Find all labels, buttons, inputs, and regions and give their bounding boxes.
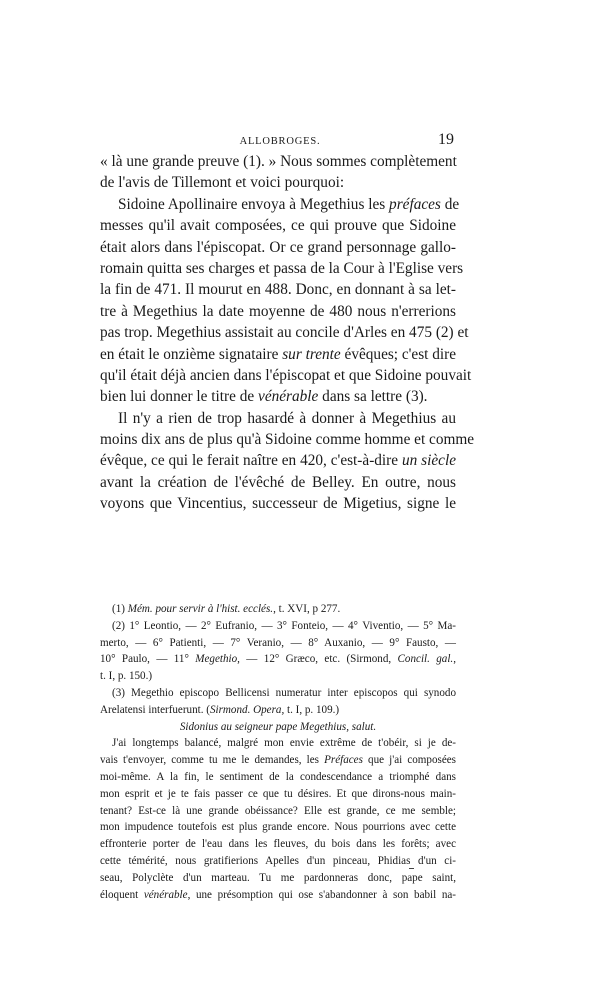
footnote-3-line: Arelatensi interfuerunt. (Sirmond. Opera, t. I, p. 109.) bbox=[100, 703, 340, 716]
running-head bbox=[100, 133, 460, 151]
letter-line: vais t'envoyer, comme tu me le demandes, les Préfaces que j'ai composées bbox=[100, 754, 456, 767]
running-title: ALLOBROGES. bbox=[239, 136, 321, 147]
footnote-2-line: 10° Paulo, — 11° Megethio, — 12° Græco, etc. (Sirmond, Concil. gal., bbox=[100, 653, 456, 666]
letter-line: mon esprit et je te fais passer ce que tu désires. Et que dirons-nous main- bbox=[100, 787, 456, 800]
letter-line: moi-même. A la fin, le sentiment de la condescendance a triomphé dans bbox=[100, 770, 456, 783]
letter-line: J'ai longtemps balancé, malgré mon envie extrême de t'obéir, si je de- bbox=[112, 737, 456, 750]
body-line: Sidoine Apollinaire envoya à Megethius les préfaces de bbox=[118, 195, 460, 213]
print-mark bbox=[409, 868, 414, 869]
body-line: moins dix ans de plus qu'à Sidoine comme homme et comme bbox=[100, 431, 475, 449]
body-line: bien lui donner le titre de vénérable dans sa lettre (3). bbox=[100, 388, 428, 406]
body-line: pas trop. Megethius assistait au concile d'Arles en 475 (2) et bbox=[100, 324, 469, 342]
footnote-2-line: t. I, p. 150.) bbox=[100, 670, 153, 683]
body-line: romain quitta ses charges et passa de la Cour à l'Eglise vers bbox=[100, 259, 464, 277]
letter-line: mon impudence toutefois est plus grande encore. Nous pourrions avec cette bbox=[100, 821, 456, 834]
footnote-1: (1) Mém. pour servir à l'hist. ecclés., t. XVI, p 277. bbox=[112, 603, 341, 615]
body-line: en était le onzième signataire sur trente évêques; c'est dire bbox=[100, 345, 457, 363]
body-line: Il n'y a rien de trop hasardé à donner à Megethius au bbox=[118, 409, 456, 427]
page-number: 19 bbox=[438, 131, 454, 148]
footnote-2-line: merto, — 6° Patienti, — 7° Veranio, — 8° Auxanio, — 9° Fausto, — bbox=[100, 636, 456, 649]
body-line: messes qu'il avait composées, ce qui prouve que Sidoine bbox=[100, 217, 456, 235]
body-line: tre à Megethius la date moyenne de 480 nous n'errerions bbox=[100, 302, 456, 320]
letter-heading: Sidonius au seigneur pape Megethius, salut. bbox=[179, 720, 377, 733]
body-line: de l'avis de Tillemont et voici pourquoi: bbox=[100, 174, 345, 192]
body-line: la fin de 471. Il mourut en 488. Donc, en donnant à sa let- bbox=[100, 281, 456, 299]
body-line: avant la création de l'évêché de Belley. En outre, nous bbox=[100, 473, 456, 491]
body-line: évêque, ce qui le ferait naître en 420, c'est-à-dire un siècle bbox=[100, 452, 456, 470]
footnote-3-line: (3) Megethio episcopo Bellicensi numeratur inter episcopos qui synodo bbox=[112, 686, 456, 699]
body-line: « là une grande preuve (1). » Nous sommes complètement bbox=[100, 153, 457, 170]
body-line: voyons que Vincentius, successeur de Migetius, signe le bbox=[100, 495, 456, 513]
letter-line: tenant? Est-ce là une grande obéissance? Elle est grande, ce me semble; bbox=[100, 804, 456, 817]
letter-line: éloquent vénérable, une présomption qui ose s'abandonner à son babil na- bbox=[100, 888, 456, 901]
body-line: était alors dans l'épiscopat. Or ce grand personnage gallo- bbox=[100, 238, 456, 256]
body-line: qu'il était déjà ancien dans l'épiscopat et que Sidoine pouvait bbox=[100, 366, 472, 384]
body-text bbox=[100, 151, 475, 515]
letter-line: effronterie porter de l'eau dans les fleuves, du bois dans les forêts; avec bbox=[100, 838, 456, 851]
letter-line: seau, Polyclète d'un marteau. Tu me pardonneras donc, pape saint, bbox=[100, 871, 456, 884]
footnotes bbox=[100, 601, 456, 903]
letter-line: cette témérité, nous gratifierions Apelles d'un pinceau, Phidias d'un ci- bbox=[100, 854, 456, 867]
footnote-2-line: (2) 1° Leontio, — 2° Eufranio, — 3° Fonteio, — 4° Viventio, — 5° Ma- bbox=[112, 619, 456, 632]
